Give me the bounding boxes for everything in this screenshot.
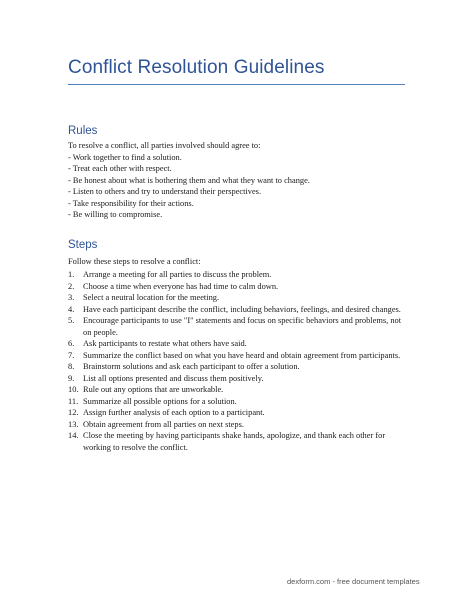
step-item: 6. Ask participants to restate what others have said. (68, 339, 247, 348)
rule-item: - Take responsibility for their actions. (68, 198, 194, 208)
rules-heading: Rules (68, 125, 98, 137)
step-item: 5. Encourage participants to use "I" statements and focus on specific behaviors and problems, not on people. (68, 316, 402, 337)
rule-item: - Be honest about what is bothering them and what they want to change. (68, 175, 310, 185)
rules-intro: To resolve a conflict, all parties involved should agree to: (68, 141, 261, 150)
steps-intro: Follow these steps to resolve a conflict: (68, 257, 201, 266)
rules-section (68, 140, 408, 221)
step-item: 3. Select a neutral location for the meeting. (68, 293, 220, 302)
rule-item: - Listen to others and try to understand their perspectives. (68, 187, 262, 196)
rule-item: - Work together to find a solution. (68, 152, 182, 162)
title-divider (68, 84, 405, 85)
steps-heading: Steps (68, 239, 98, 251)
step-item: 10. Rule out any options that are unworkable. (68, 385, 224, 394)
rule-item: - Treat each other with respect. (68, 164, 172, 173)
step-item: 13. Obtain agreement from all parties on next steps. (68, 419, 244, 429)
step-item: 9. List all options presented and discuss them positively. (68, 373, 264, 383)
document-title: Conflict Resolution Guidelines (68, 57, 325, 78)
step-item: 12. Assign further analysis of each option to a participant. (68, 408, 265, 417)
step-item: 8. Brainstorm solutions and ask each participant to offer a solution. (68, 362, 300, 371)
step-item: 14. Close the meeting by having participants shake hands, apologize, and thank each other for working to resolve the conflict. (68, 431, 386, 452)
step-item: 7. Summarize the conflict based on what you have heard and obtain agreement from participants. (68, 350, 401, 360)
footer-tagline: - free document templates (330, 577, 420, 586)
steps-list (68, 269, 408, 453)
footer (287, 577, 420, 586)
rule-item: - Be willing to compromise. (68, 210, 163, 219)
step-item: 4. Have each participant describe the conflict, including behaviors, feelings, and desired changes. (68, 304, 401, 314)
footer-brand-link[interactable]: dexform.com (287, 577, 331, 586)
step-item: 2. Choose a time when everyone has had time to calm down. (68, 281, 279, 291)
step-item: 11. Summarize all possible options for a solution. (68, 396, 237, 406)
step-item: 1. Arrange a meeting for all parties to discuss the problem. (68, 270, 272, 279)
